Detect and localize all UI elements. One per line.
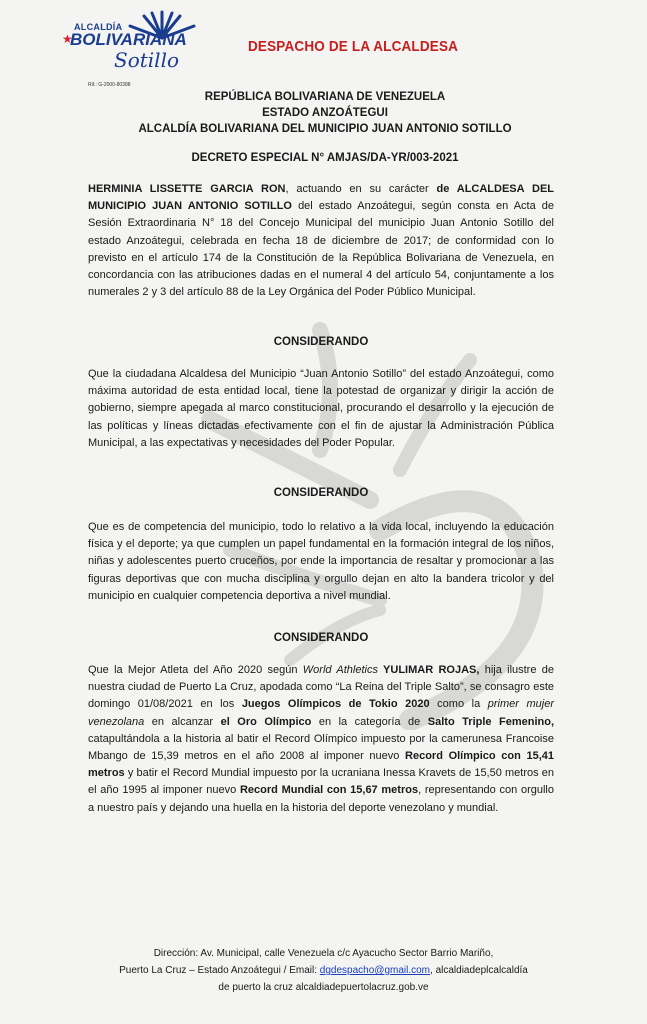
decree-number: DECRETO ESPECIAL N° AMJAS/DA-YR/003-2021 — [191, 152, 459, 164]
rif-number: Rif.: G-2000-80388 — [88, 82, 131, 88]
c3-text-5: en la categoría de — [311, 715, 428, 728]
star-icon: ★ — [62, 32, 73, 46]
intro-text-2: del estado Anzoátegui, según consta en Acta de Sesión Extraordinaria N° 18 del Concejo Municipal del municipio Juan Antonio Sotillo del estado Anzoátegui, celebrada en fecha 18 de diciembre de 2017; de conformidad con lo previsto en el artículo 174 de la Constitución de la República Bolivariana de Venezuela, en concordancia con las atribuciones dadas en el numeral 4 del artículo 54, conjuntamente a los numerales 2 y 3 del artículo 88 de la Ley Orgánica del Poder Público Municipal. — [88, 200, 555, 299]
intro-paragraph — [88, 181, 554, 301]
email-link[interactable]: dgdespacho@gmail.com — [319, 965, 431, 976]
footer-contact — [60, 962, 587, 979]
mayor-role: de ALCALDESA DEL MUNICIPIO JUAN ANTONIO SOTILLO — [88, 183, 555, 213]
footer — [60, 945, 587, 996]
c3-text-4: en alcanzar — [144, 715, 221, 728]
logo-line-3: Sotillo — [114, 48, 180, 72]
footer-city: Puerto La Cruz – Estado Anzoátegui / Email: — [119, 965, 320, 976]
considerando-heading-3: CONSIDERANDO — [273, 632, 369, 644]
office-title: DESPACHO DE LA ALCALDESA — [248, 38, 459, 55]
considerando-paragraph-2: Que es de competencia del municipio, todo lo relativo a la vida local, incluyendo la educación física y el deporte; ya que cumplen un papel fundamental en la formación integral de los niños, niñas y adolescentes puerto cruceños, por ende la importancia de resaltar y promocionar a las figuras deportivas que con mucha disciplina y orgullo dejan en alto la bandera tricolor y del municipio en cualquier competencia deportiva a nivel mundial. — [88, 521, 554, 602]
c3-italic-2: primer mujer venezolana — [88, 698, 554, 728]
footer-social: , alcaldiadeplcalcaldía — [430, 965, 528, 976]
c3-text-3: como la — [429, 698, 488, 711]
c3-text-1: Que la Mejor Atleta del Año 2020 según — [88, 664, 303, 676]
footer-website: de puerto la cruz alcaldiadepuertolacruz.gob.ve — [218, 982, 429, 993]
logo-line-1: ALCALDÍA — [74, 22, 123, 32]
c3-bold-2: Juegos Olímpicos de Tokio 2020 — [241, 698, 430, 711]
c3-bold-6: Record Mundial con 15,67 metros — [239, 784, 419, 797]
c3-bold-3: el Oro Olímpico — [220, 715, 312, 728]
header-country: REPÚBLICA BOLIVARIANA DE VENEZUELA — [204, 91, 446, 103]
logo-line-2: BOLIVARIANA — [70, 30, 187, 49]
considerando-heading-1: CONSIDERANDO — [273, 336, 369, 348]
intro-text-1: , actuando en su carácter — [285, 183, 437, 195]
c3-italic-1: World Athletics — [302, 664, 378, 676]
c3-text-6: catapultándola a la historia al batir el Record Olímpico impuesto por la camerunesa Francoise Mbango de 15,39 metros en el año 2008 al imponer nuevo — [88, 732, 554, 763]
considerando-heading-2: CONSIDERANDO — [273, 487, 369, 499]
considerando-paragraph-3 — [88, 662, 554, 817]
considerando-paragraph-1: Que la ciudadana Alcaldesa del Municipio “Juan Antonio Sotillo” del estado Anzoátegui, como máxima autoridad de esta entidad local, tiene la potestad de organizar y dirigir la acción de gobierno, siempre apegada al marco constitucional, procurando el desarrollo y la ejecución de las políticas y líneas dictadas efectivamente con el fin de ajustar la Administración Pública Municipal, a las expectativas y necesidades del Poder Popular. — [88, 368, 554, 449]
municipality-logo — [62, 8, 222, 86]
c3-text-2: hija ilustre de nuestra ciudad de Puerto La Cruz, apodada como “La Reina del Triple Salto”, se consagro este domingo 01/08/2021 en los — [88, 664, 554, 711]
c3-bold-4: Salto Triple Femenino, — [427, 715, 555, 728]
header-state: ESTADO ANZOÁTEGUI — [262, 107, 388, 119]
c3-text-8: , representando con orgullo a nuestro país y dejando una huella en la historia del deporte venezolano y mundial. — [88, 784, 554, 814]
c3-bold-1: YULIMAR ROJAS, — [377, 664, 480, 676]
header-municipality: ALCALDÍA BOLIVARIANA DEL MUNICIPIO JUAN ANTONIO SOTILLO — [138, 123, 512, 135]
c3-bold-5: Record Olímpico con 15,41 metros — [88, 750, 554, 780]
footer-address: Dirección: Av. Municipal, calle Venezuela c/c Ayacucho Sector Barrio Mariño, — [153, 948, 494, 959]
mayor-name: HERMINIA LISSETTE GARCIA RON — [88, 183, 286, 195]
c3-text-7: y batir el Record Mundial impuesto por la ucraniana Inessa Kravets de 15,50 metros en el año 1995 al imponer nuevo — [88, 767, 554, 797]
